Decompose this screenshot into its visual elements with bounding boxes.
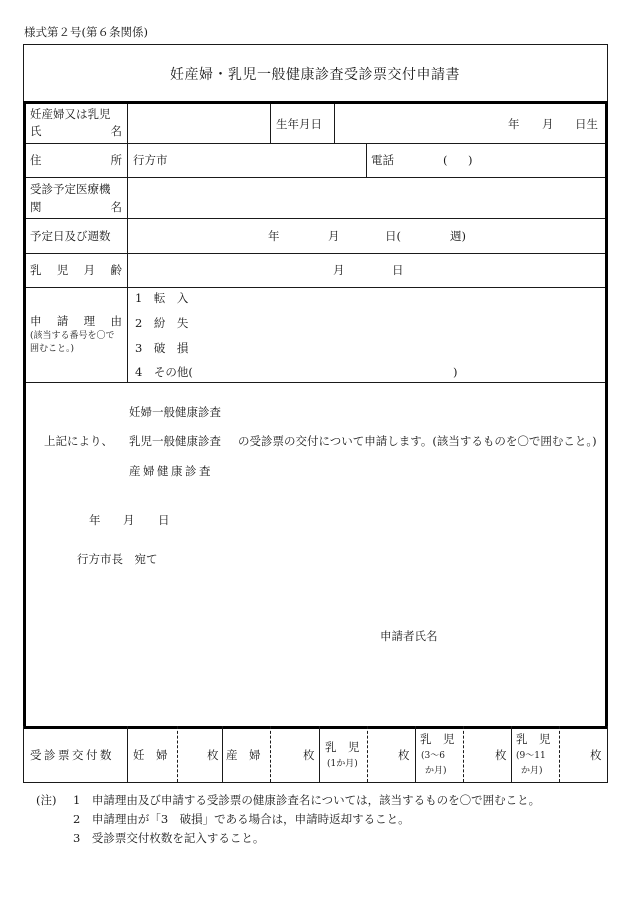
issue-cell-infant-3-6m-label: 乳 児 [420,732,455,746]
phone-paren-close: ) [468,153,473,167]
label-column-divider [127,104,128,382]
issue-count-infant-1m-input[interactable] [368,728,396,780]
application-date-year: 年 [89,513,101,527]
addressee: 行方市長 宛て [77,552,158,566]
infant-age-label: 乳 児 月 齢 [30,263,122,277]
issue-cell-infant-9-11m-sub2: か月) [521,766,543,776]
statement-suffix: の受診票の交付について申請します。(該当するものを〇で囲むこと。) [238,434,597,448]
birth-day-unit: 日生 [575,117,598,131]
notes-prefix: (注) [36,793,57,807]
note-item-1: 1 申請理由及び申請する受診票の健康診査名については，該当するものを〇で囲むこと。 [73,793,541,807]
address-value[interactable]: 行方市 [133,153,168,167]
hospital-input[interactable] [129,179,601,217]
reason-label: 申 請 理 由 [30,314,122,328]
checkup-option-postpartum[interactable]: 産婦健康診査 [129,464,213,478]
hospital-label-2: 関 名 [30,200,122,214]
address-label: 住 所 [30,153,122,167]
phone-paren-open: ( [443,153,448,167]
issue-cell-infant-3-6m-unit: 枚 [495,748,507,762]
name-input[interactable] [129,105,268,142]
application-date-month: 月 [123,513,135,527]
name-label: 妊産婦又は乳児 [30,107,111,121]
issue-count-label: 受診票交付数 [30,748,114,762]
form-title: 妊産婦・乳児一般健康診査受診票交付申請書 [170,67,460,83]
reason-note-2: 囲むこと。) [30,344,75,354]
name-label-2: 氏 名 [30,124,122,138]
schedule-year-unit: 年 [268,229,280,243]
row-line [26,382,605,383]
issue-cell-pregnant-label: 妊 婦 [133,748,168,762]
phone-divider [366,143,367,177]
hospital-label: 受診予定医療機 [30,182,111,196]
issue-cell-infant-1m-unit: 枚 [398,748,410,762]
issue-cell-infant-9-11m-label: 乳 児 [516,732,551,746]
reason-option-3[interactable]: 3 破 損 [135,341,189,355]
issue-divider [127,726,128,782]
row-line [26,218,605,219]
issue-count-pregnant-input[interactable] [178,728,204,780]
issue-divider [222,726,223,782]
issue-cell-infant-3-6m-sub: (3～6 [421,751,445,761]
reason-other-close: ) [453,365,458,379]
checkup-option-pregnant[interactable]: 妊婦一般健康診査 [129,405,221,419]
birthdate-label: 生年月日 [276,117,322,131]
birth-year-unit: 年 [508,117,520,131]
issue-divider [319,726,320,782]
applicant-name-input[interactable] [445,622,595,648]
reason-note: (該当する番号を〇で [30,331,115,341]
issue-cell-infant-9-11m-sub: (9～11 [516,751,546,761]
issue-count-infant-9-11m-input[interactable] [560,728,588,780]
issue-count-infant-3-6m-input[interactable] [464,728,493,780]
schedule-label: 予定日及び週数 [30,229,111,243]
birth-month-unit: 月 [542,117,554,131]
infant-age-day-unit: 日 [392,263,404,277]
issue-cell-pregnant-unit: 枚 [207,748,219,762]
row-line [26,143,605,144]
form-number-label: 様式第２号(第６条関係) [24,25,148,39]
phone-input[interactable] [400,145,600,175]
birthdate-divider-right [334,104,335,143]
reason-option-4[interactable]: 4 その他( [135,365,193,379]
applicant-name-label: 申請者氏名 [380,629,438,643]
issue-divider [511,726,512,782]
issue-cell-infant-3-6m-sub2: か月) [425,766,447,776]
reason-option-2[interactable]: 2 紛 失 [135,316,189,330]
birthdate-input[interactable] [336,105,602,142]
phone-label: 電話 [371,153,394,167]
row-line [26,287,605,288]
infant-age-input[interactable] [129,255,601,286]
issue-cell-postpartum-label: 産 婦 [226,748,261,762]
schedule-month-unit: 月 [328,229,340,243]
note-item-2: 2 申請理由が「3 破損」である場合は，申請時返却すること。 [73,812,410,826]
row-line [26,177,605,178]
issue-cell-infant-1m-label: 乳 児 [325,740,360,754]
schedule-day-unit: 日( [385,229,401,243]
birthdate-divider-left [270,104,271,143]
note-item-3: 3 受診票交付枚数を記入すること。 [73,831,265,845]
issue-cell-postpartum-unit: 枚 [303,748,315,762]
row-line [26,253,605,254]
checkup-option-infant[interactable]: 乳児一般健康診査 [129,434,221,448]
statement-intro: 上記により、 [44,434,113,448]
application-date-day: 日 [158,513,170,527]
issue-cell-infant-1m-sub: (1か月) [327,759,358,769]
schedule-week-unit: 週) [450,229,466,243]
schedule-input[interactable] [129,220,601,252]
issue-divider [415,726,416,782]
infant-age-month-unit: 月 [333,263,345,277]
reason-option-1[interactable]: 1 転 入 [135,291,189,305]
issue-count-postpartum-input[interactable] [271,728,301,780]
issue-cell-infant-9-11m-unit: 枚 [590,748,602,762]
